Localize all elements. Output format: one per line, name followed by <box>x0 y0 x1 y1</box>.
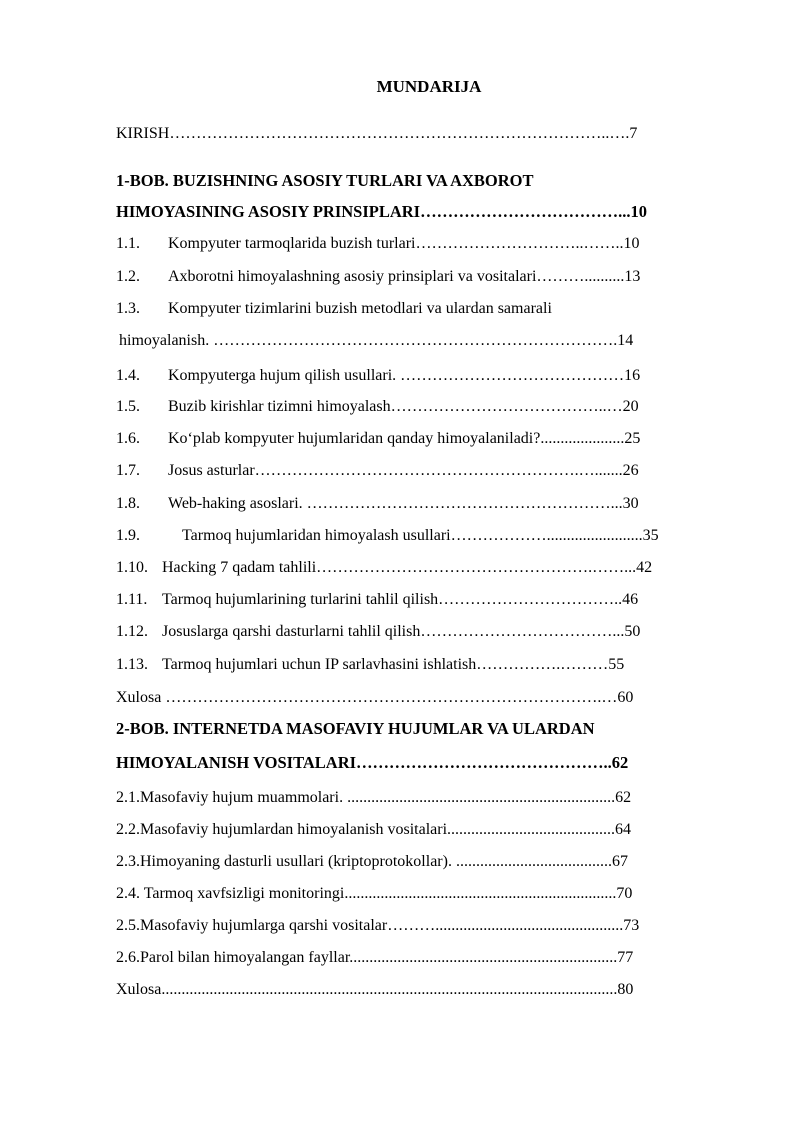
section-number: 1.13. <box>116 656 148 673</box>
toc-entry-1-3 <box>116 299 552 319</box>
section-number: 1.12. <box>116 623 148 640</box>
section-title: Kompyuter tizimlarini buzish metodlari va ulardan samarali <box>168 300 552 317</box>
toc-entry-1-10 <box>116 558 652 578</box>
toc-entry-1-3-continuation: himoyalanish. ………………………………………………………………….14 <box>119 332 634 349</box>
section-number: 1.10. <box>116 559 148 576</box>
section-title: Tarmoq hujumlari uchun IP sarlavhasini ishlatish…………….………55 <box>162 656 625 673</box>
toc-entry-1-2 <box>116 267 640 287</box>
section-title: Buzib kirishlar tizimni himoyalash…………………………………..…20 <box>168 398 639 415</box>
section-number: 1.11. <box>116 591 148 608</box>
toc-chapter-1-title-line-2: HIMOYASINING ASOSIY PRINSIPLARI………………………………...10 <box>116 202 647 221</box>
section-title: Tarmoq hujumlaridan himoyalash usullari………………........................35 <box>182 527 659 544</box>
toc-entry-1-1 <box>116 234 639 254</box>
toc-entry-2-1: 2.1.Masofaviy hujum muammolari. ...................................................................62 <box>116 789 632 806</box>
toc-entry-1-7 <box>116 461 639 481</box>
section-number: 1.6. <box>116 430 140 447</box>
section-title: Kompyuterga hujum qilish usullari. ……………………………………16 <box>168 367 641 384</box>
section-title: Ko‘plab kompyuter hujumlaridan qanday himoyalaniladi?.....................25 <box>168 430 641 447</box>
section-title: Josus asturlar…………………………………………………….….......26 <box>168 462 639 479</box>
toc-entry-2-3: 2.3.Himoyaning dasturli usullari (kriptoprotokollar). .......................................67 <box>116 853 628 870</box>
toc-entry-1-8 <box>116 494 639 514</box>
toc-entry-1-5 <box>116 397 639 417</box>
section-number: 1.2. <box>116 268 140 285</box>
toc-entry-1-12 <box>116 622 640 642</box>
toc-entry-1-6 <box>116 429 640 449</box>
toc-entry-1-11 <box>116 590 638 610</box>
section-title: Josuslarga qarshi dasturlarni tahlil qilish………………………………...50 <box>162 623 641 640</box>
section-title: Axborotni himoyalashning asosiy prinsiplari va vositalari………..........13 <box>168 268 641 285</box>
section-number: 1.3. <box>116 300 140 317</box>
section-number: 1.4. <box>116 367 140 384</box>
section-title: Kompyuter tarmoqlarida buzish turlari…………………………..……..10 <box>168 235 640 252</box>
section-number: 1.8. <box>116 495 140 512</box>
toc-chapter-2-title-line-2: HIMOYALANISH VOSITALARI………………………………………..62 <box>116 753 629 772</box>
toc-entry-2-5: 2.5.Masofaviy hujumlarga qarshi vositalar………...............................................73 <box>116 917 640 934</box>
section-number: 1.7. <box>116 462 140 479</box>
toc-entry-2-4: 2.4. Tarmoq xavfsizligi monitoringi....................................................................70 <box>116 885 633 902</box>
section-number: 1.1. <box>116 235 140 252</box>
toc-chapter-1-title-line-1: 1-BOB. BUZISHNING ASOSIY TURLARI VA AXBOROT <box>116 171 534 190</box>
page-title: MUNDARIJA <box>376 77 482 96</box>
toc-entry-kirish: KIRISH………………………………………………………………………..….7 <box>116 125 638 142</box>
toc-entry-1-4 <box>116 366 640 386</box>
section-title: Tarmoq hujumlarining turlarini tahlil qilish……………………………..46 <box>162 591 639 608</box>
section-title: Hacking 7 qadam tahlili…………………………………………….……...42 <box>162 559 653 576</box>
toc-entry-2-2: 2.2.Masofaviy hujumlardan himoyalanish vositalari..........................................64 <box>116 821 632 838</box>
section-number: 1.5. <box>116 398 140 415</box>
toc-entry-1-13 <box>116 655 624 675</box>
section-number: 1.9. <box>116 527 140 544</box>
toc-entry-xulosa-1: Xulosa ……………………………………………………………………….…60 <box>116 689 634 706</box>
toc-entry-1-9 <box>116 526 659 546</box>
toc-entry-2-6: 2.6.Parol bilan himoyalangan fayllar...................................................................77 <box>116 949 634 966</box>
section-title: Web-haking asoslari. …………………………………………………...30 <box>168 495 639 512</box>
toc-chapter-2-title-line-1: 2-BOB. INTERNETDA MASOFAVIY HUJUMLAR VA ULARDAN <box>116 719 595 738</box>
toc-entry-xulosa-2: Xulosa..................................................................................................................80 <box>116 981 634 998</box>
